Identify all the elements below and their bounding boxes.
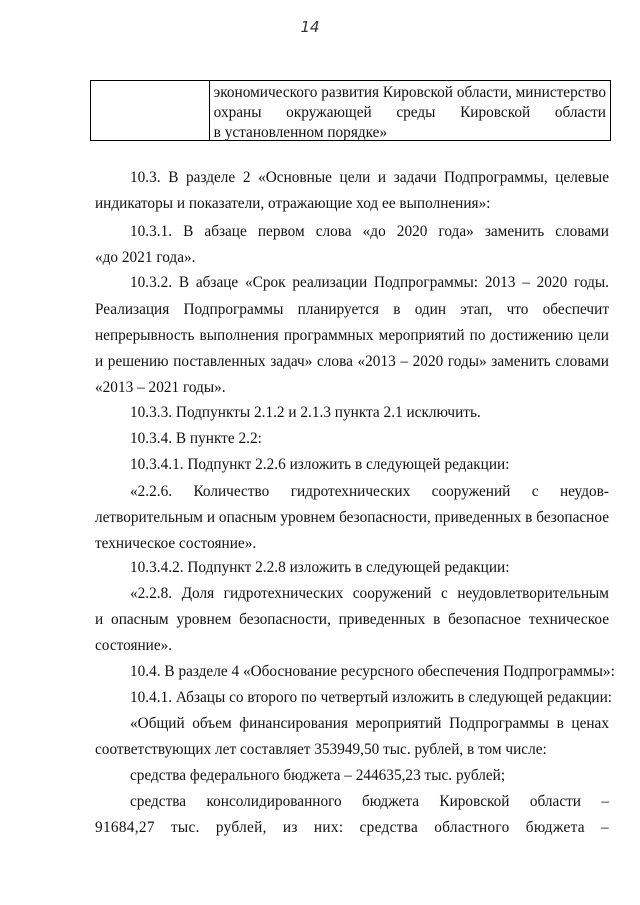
text-line: 10.4.1. Абзацы со второго по четвертый изложить в следующей редакции: [130, 689, 613, 706]
text-line: «2013 – 2021 годы». [95, 379, 226, 396]
text-line: 10.4. В разделе 4 «Обоснование ресурсного обеспечения Подпрограммы»: [130, 663, 615, 680]
text-line: техническое состояние». [95, 535, 257, 552]
table-line: охраны окружающей среды Кировской области [213, 104, 606, 121]
table-cell-empty [91, 81, 210, 140]
page-number: 14 [300, 18, 320, 36]
text-line: и решению поставленных задач» слова «2013 – 2020 годы» заменить словами [95, 353, 609, 370]
text-line: индикаторы и показатели, отражающие ход ее выполнения»: [95, 195, 491, 212]
text-line: летворительным и опасным уровнем безопасности, приведенных в безопасное [95, 509, 609, 526]
text-line: соответствующих лет составляет 353949,50 тыс. рублей, в том числе: [95, 741, 547, 758]
table-cell-text [210, 81, 610, 140]
table-line: экономического развития Кировской области, министерство [213, 84, 606, 101]
text-line: 10.3.4.1. Подпункт 2.2.6 изложить в следующей редакции: [130, 456, 510, 473]
text-line: «Общий объем финансирования мероприятий Подпрограммы в ценах [130, 715, 609, 732]
text-line: средства консолидированного бюджета Кировской области – [130, 793, 609, 810]
text-line: и опасным уровнем безопасности, приведенных в безопасное техническое [95, 611, 609, 628]
text-line: средства федерального бюджета – 244635,23 тыс. рублей; [130, 767, 506, 784]
text-line: «2.2.8. Доля гидротехнических сооружений с неудовлетворительным [130, 585, 609, 602]
text-line: состояние». [95, 637, 173, 654]
text-line: 91684,27 тыс. рублей, из них: средства областного бюджета – [95, 819, 609, 836]
text-line: «до 2021 года». [95, 249, 196, 266]
text-line: 10.3.1. В абзаце первом слова «до 2020 года» заменить словами [130, 223, 609, 240]
text-line: 10.3.4. В пункте 2.2: [130, 430, 262, 447]
text-line: 10.3. В разделе 2 «Основные цели и задачи Подпрограммы, целевые [130, 169, 609, 186]
text-line: Реализация Подпрограммы планируется в один этап, что обеспечит [95, 301, 609, 318]
text-line: 10.3.4.2. Подпункт 2.2.8 изложить в следующей редакции: [130, 559, 510, 576]
text-line: «2.2.6. Количество гидротехнических сооружений с неудов- [130, 483, 609, 500]
text-line: непрерывность выполнения программных мероприятий по достижению цели [95, 327, 609, 344]
text-line: 10.3.3. Подпункты 2.1.2 и 2.1.3 пункта 2.1 исключить. [130, 404, 481, 421]
table-line: в установленном порядке» [213, 124, 388, 141]
table-fragment [90, 80, 611, 141]
text-line: 10.3.2. В абзаце «Срок реализации Подпрограммы: 2013 – 2020 годы. [130, 274, 609, 291]
